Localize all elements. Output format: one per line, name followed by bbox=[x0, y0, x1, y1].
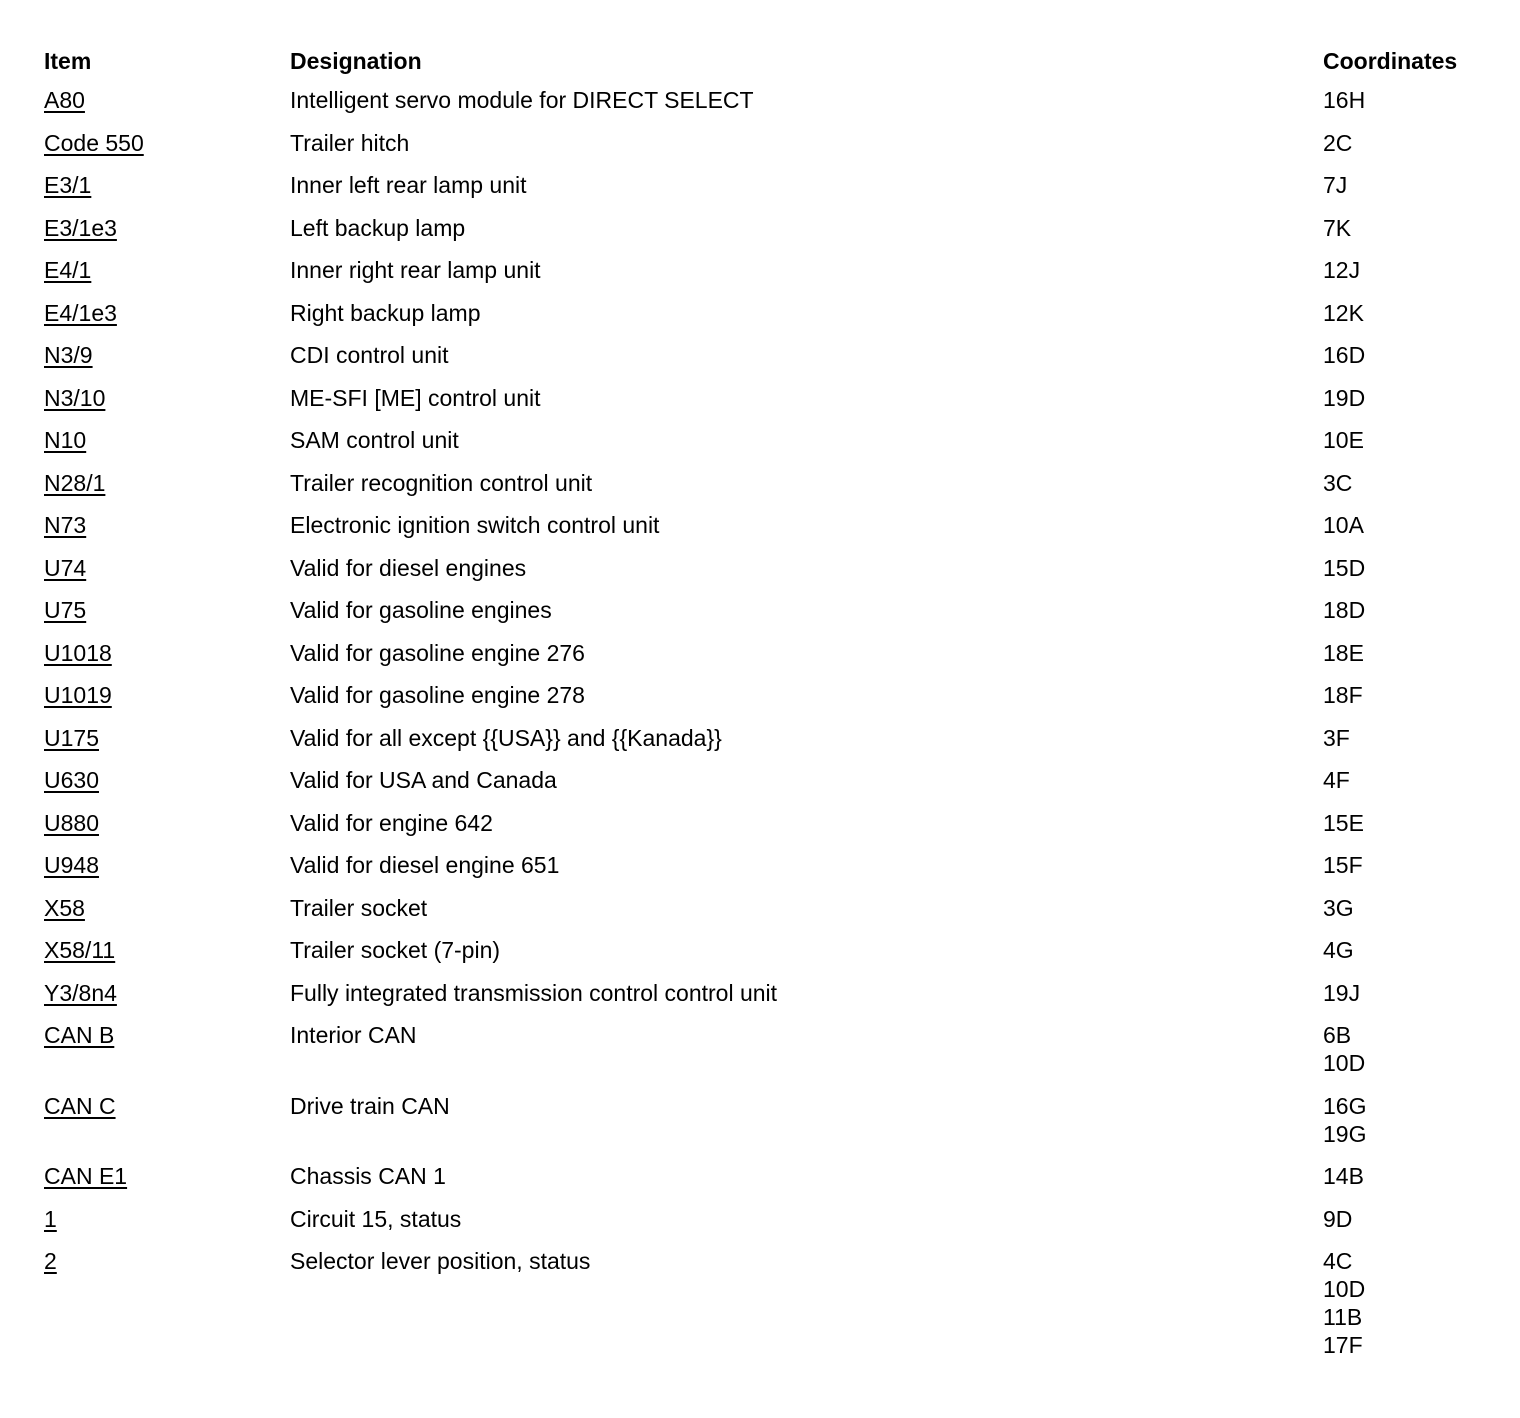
table-row bbox=[44, 1205, 1484, 1248]
item-link[interactable]: U75 bbox=[44, 597, 87, 623]
coordinate-value: 9D bbox=[1323, 1205, 1353, 1232]
coordinates-cell bbox=[1323, 469, 1484, 497]
table-row bbox=[44, 936, 1484, 979]
coordinates-cell bbox=[1323, 936, 1484, 964]
table-row bbox=[44, 171, 1484, 214]
table-row bbox=[44, 129, 1484, 172]
coordinate-value: 18F bbox=[1323, 682, 1363, 708]
header-item: Item bbox=[44, 48, 92, 74]
designation-cell: Trailer recognition control unit bbox=[290, 469, 593, 496]
coordinate-value: 15F bbox=[1323, 852, 1363, 878]
table-row bbox=[44, 426, 1484, 469]
coordinate-value: 16G bbox=[1323, 1092, 1367, 1119]
coordinate-value: 4F bbox=[1323, 767, 1350, 793]
coordinates-cell bbox=[1323, 341, 1484, 369]
designation-cell: Valid for all except {{USA}} and {{Kanada}} bbox=[290, 724, 722, 751]
coordinates-cell bbox=[1323, 1205, 1484, 1233]
item-cell bbox=[44, 511, 290, 539]
item-link[interactable]: U1018 bbox=[44, 639, 112, 666]
table-row bbox=[44, 894, 1484, 937]
table-row bbox=[44, 766, 1484, 809]
table-row bbox=[44, 384, 1484, 427]
table-row bbox=[44, 851, 1484, 894]
coordinates-cell bbox=[1323, 596, 1484, 624]
designation-cell: Interior CAN bbox=[290, 1022, 417, 1048]
coordinates-cell bbox=[1323, 171, 1484, 199]
coordinates-cell bbox=[1323, 129, 1484, 157]
designation-cell: Right backup lamp bbox=[290, 299, 481, 326]
item-cell bbox=[44, 1205, 290, 1233]
coordinates-cell bbox=[1323, 766, 1484, 794]
designation-cell: Inner right rear lamp unit bbox=[290, 257, 541, 283]
item-cell bbox=[44, 894, 290, 922]
item-cell bbox=[44, 384, 290, 412]
designation-cell: ME-SFI [ME] control unit bbox=[290, 384, 541, 411]
table-row bbox=[44, 341, 1484, 384]
header-coordinates: Coordinates bbox=[1323, 48, 1458, 74]
designation-cell: SAM control unit bbox=[290, 427, 459, 453]
coordinates-cell bbox=[1323, 809, 1484, 837]
table-row bbox=[44, 809, 1484, 852]
coordinate-value: 4C bbox=[1323, 1248, 1353, 1274]
designation-cell: Intelligent servo module for DIRECT SELECT bbox=[290, 87, 754, 113]
coordinate-value: 10E bbox=[1323, 427, 1364, 453]
item-cell bbox=[44, 299, 290, 327]
item-cell bbox=[44, 214, 290, 242]
coordinates-cell bbox=[1323, 256, 1484, 284]
designation-cell: Trailer socket bbox=[290, 894, 428, 921]
item-cell bbox=[44, 1247, 290, 1275]
designation-cell: CDI control unit bbox=[290, 342, 449, 368]
coordinates-cell bbox=[1323, 299, 1484, 327]
coordinate-value: 18D bbox=[1323, 597, 1366, 623]
table-row bbox=[44, 86, 1484, 129]
item-link[interactable]: E3/1 bbox=[44, 172, 92, 198]
coordinate-value: 7J bbox=[1323, 172, 1348, 198]
item-cell bbox=[44, 341, 290, 369]
item-cell bbox=[44, 554, 290, 582]
coordinate-value: 7K bbox=[1323, 214, 1352, 241]
item-cell bbox=[44, 469, 290, 497]
coordinates-cell bbox=[1323, 851, 1484, 879]
designation-cell: Valid for diesel engine 651 bbox=[290, 852, 560, 878]
header-designation: Designation bbox=[290, 48, 422, 74]
item-link[interactable]: A80 bbox=[44, 87, 85, 113]
designation-cell: Drive train CAN bbox=[290, 1092, 450, 1119]
item-link[interactable]: N28/1 bbox=[44, 469, 106, 496]
designation-cell: Valid for diesel engines bbox=[290, 554, 527, 581]
table-row bbox=[44, 511, 1484, 554]
item-link[interactable]: N3/9 bbox=[44, 342, 93, 368]
table-row bbox=[44, 596, 1484, 639]
coordinate-value: 6B bbox=[1323, 1022, 1352, 1048]
item-link[interactable]: U630 bbox=[44, 767, 99, 793]
coordinate-value: 19J bbox=[1323, 979, 1361, 1006]
item-cell bbox=[44, 256, 290, 284]
item-link[interactable]: CAN C bbox=[44, 1092, 116, 1119]
coordinate-value: 11B bbox=[1323, 1304, 1363, 1330]
coordinates-cell bbox=[1323, 384, 1484, 412]
designation-cell: Valid for gasoline engine 276 bbox=[290, 639, 585, 666]
coordinate-value: 12K bbox=[1323, 299, 1364, 326]
designation-cell: Valid for engine 642 bbox=[290, 809, 493, 836]
item-cell bbox=[44, 596, 290, 624]
coordinate-value: 16D bbox=[1323, 342, 1366, 368]
item-link[interactable]: U880 bbox=[44, 809, 99, 836]
designation-cell: Circuit 15, status bbox=[290, 1205, 462, 1232]
item-link[interactable]: Y3/8n4 bbox=[44, 979, 117, 1006]
coordinate-value: 10A bbox=[1323, 512, 1364, 538]
item-link[interactable]: 2 bbox=[44, 1248, 57, 1274]
item-link[interactable]: U74 bbox=[44, 554, 87, 581]
designation-cell: Trailer hitch bbox=[290, 129, 410, 156]
designation-cell: Electronic ignition switch control unit bbox=[290, 512, 660, 538]
table-row bbox=[44, 299, 1484, 342]
coordinates-cell bbox=[1323, 1092, 1484, 1148]
coordinates-cell bbox=[1323, 1021, 1484, 1077]
item-link[interactable]: E4/1 bbox=[44, 257, 92, 283]
coordinate-value: 3F bbox=[1323, 724, 1350, 751]
table-row bbox=[44, 724, 1484, 767]
item-cell bbox=[44, 851, 290, 879]
item-cell bbox=[44, 1021, 290, 1049]
coordinates-cell bbox=[1323, 681, 1484, 709]
item-link[interactable]: N73 bbox=[44, 512, 87, 538]
table-row bbox=[44, 1092, 1484, 1163]
coordinate-value: 2C bbox=[1323, 129, 1353, 156]
item-link[interactable]: X58/11 bbox=[44, 937, 116, 963]
item-link[interactable]: Code 550 bbox=[44, 129, 144, 156]
coordinates-cell bbox=[1323, 724, 1484, 752]
coordinate-value: 17F bbox=[1323, 1332, 1363, 1358]
table-row bbox=[44, 256, 1484, 299]
coordinate-value: 15E bbox=[1323, 809, 1364, 836]
item-cell bbox=[44, 1162, 290, 1190]
item-cell bbox=[44, 1092, 290, 1120]
item-cell bbox=[44, 809, 290, 837]
coordinates-cell bbox=[1323, 214, 1484, 242]
coordinate-value: 10D bbox=[1323, 1276, 1366, 1302]
coordinates-cell bbox=[1323, 639, 1484, 667]
item-link[interactable]: U948 bbox=[44, 852, 99, 878]
coordinates-cell bbox=[1323, 1247, 1484, 1359]
item-link[interactable]: 1 bbox=[44, 1205, 57, 1232]
table-row bbox=[44, 469, 1484, 512]
coordinate-value: 14B bbox=[1323, 1163, 1364, 1189]
designation-cell: Trailer socket (7-pin) bbox=[290, 937, 501, 963]
item-cell bbox=[44, 766, 290, 794]
designation-cell: Chassis CAN 1 bbox=[290, 1163, 446, 1189]
designation-cell: Fully integrated transmission control control unit bbox=[290, 979, 778, 1006]
designation-cell: Valid for gasoline engines bbox=[290, 597, 552, 623]
item-link[interactable]: CAN B bbox=[44, 1022, 115, 1048]
item-link[interactable]: X58 bbox=[44, 894, 85, 921]
coordinates-cell bbox=[1323, 1162, 1484, 1190]
table-row bbox=[44, 554, 1484, 597]
coordinates-cell bbox=[1323, 554, 1484, 582]
component-legend-table bbox=[44, 44, 1484, 1374]
table-header-row bbox=[44, 44, 1484, 78]
coordinates-cell bbox=[1323, 86, 1484, 114]
coordinate-value: 18E bbox=[1323, 639, 1364, 666]
table-row bbox=[44, 1162, 1484, 1205]
item-link[interactable]: U175 bbox=[44, 724, 99, 751]
table-row bbox=[44, 681, 1484, 724]
coordinate-value: 19G bbox=[1323, 1120, 1367, 1147]
item-cell bbox=[44, 86, 290, 114]
coordinates-cell bbox=[1323, 979, 1484, 1007]
coordinate-value: 4G bbox=[1323, 937, 1354, 963]
designation-cell: Inner left rear lamp unit bbox=[290, 172, 527, 198]
table-row bbox=[44, 1021, 1484, 1092]
coordinate-value: 3C bbox=[1323, 469, 1353, 496]
item-link[interactable]: N10 bbox=[44, 427, 87, 453]
item-link[interactable]: E3/1e3 bbox=[44, 214, 117, 241]
item-cell bbox=[44, 979, 290, 1007]
coordinates-cell bbox=[1323, 426, 1484, 454]
coordinate-value: 3G bbox=[1323, 894, 1354, 921]
item-cell bbox=[44, 639, 290, 667]
table-row bbox=[44, 1247, 1484, 1374]
table-row bbox=[44, 214, 1484, 257]
coordinates-cell bbox=[1323, 894, 1484, 922]
coordinate-value: 19D bbox=[1323, 384, 1366, 411]
coordinates-cell bbox=[1323, 511, 1484, 539]
designation-cell: Valid for gasoline engine 278 bbox=[290, 682, 585, 708]
item-cell bbox=[44, 129, 290, 157]
table-body bbox=[44, 86, 1484, 1374]
item-cell bbox=[44, 171, 290, 199]
item-cell bbox=[44, 426, 290, 454]
item-cell bbox=[44, 936, 290, 964]
coordinate-value: 15D bbox=[1323, 554, 1366, 581]
item-cell bbox=[44, 724, 290, 752]
designation-cell: Valid for USA and Canada bbox=[290, 767, 557, 793]
table-row bbox=[44, 979, 1484, 1022]
designation-cell: Left backup lamp bbox=[290, 214, 466, 241]
coordinate-value: 10D bbox=[1323, 1050, 1366, 1076]
coordinate-value: 12J bbox=[1323, 257, 1361, 283]
item-link[interactable]: U1019 bbox=[44, 682, 112, 708]
designation-cell: Selector lever position, status bbox=[290, 1248, 591, 1274]
item-link[interactable]: N3/10 bbox=[44, 384, 106, 411]
item-cell bbox=[44, 681, 290, 709]
coordinate-value: 16H bbox=[1323, 87, 1366, 113]
item-link[interactable]: E4/1e3 bbox=[44, 299, 117, 326]
item-link[interactable]: CAN E1 bbox=[44, 1163, 128, 1189]
table-row bbox=[44, 639, 1484, 682]
